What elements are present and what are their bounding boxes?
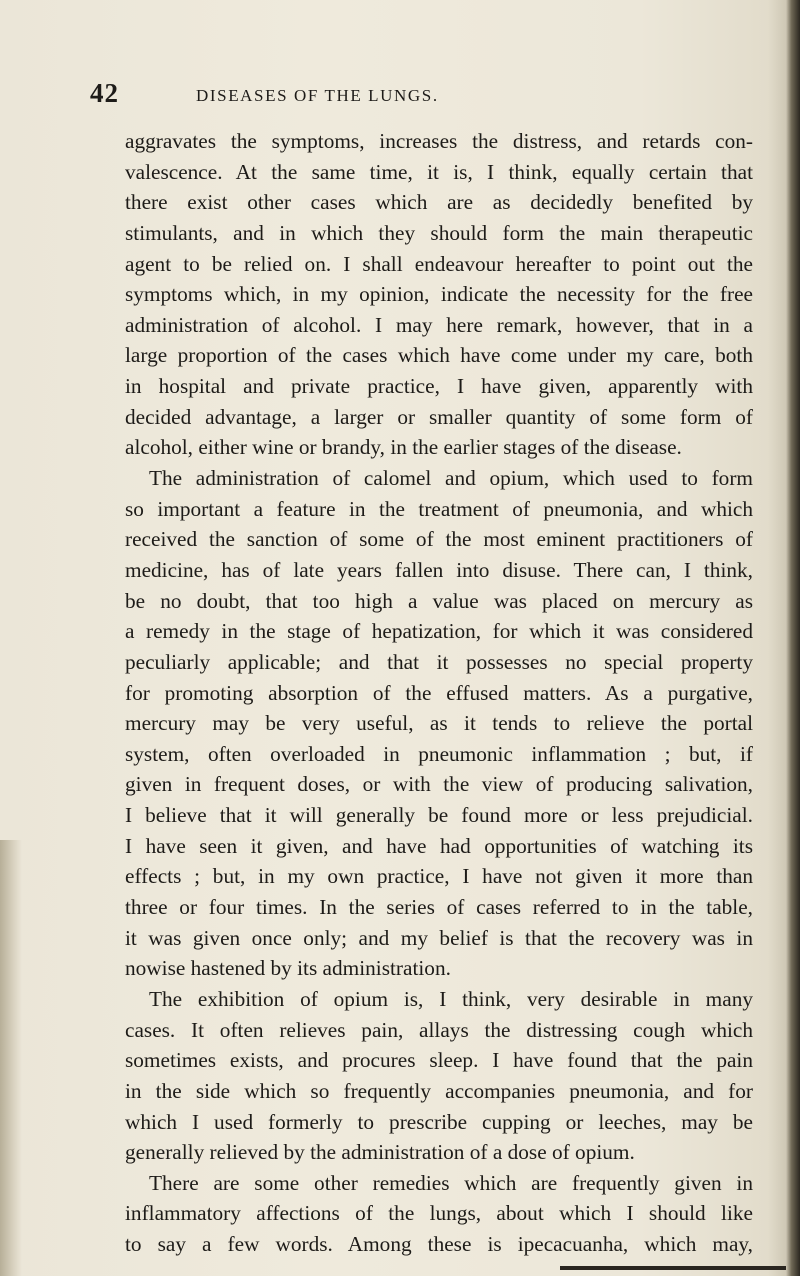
text-line: The administration of calomel and opium, which used to form: [149, 466, 753, 491]
page-bottom-edge: [560, 1266, 786, 1270]
page-number: 42: [90, 78, 119, 108]
page-binding-edge: [786, 0, 800, 1276]
text-line: nowise hastened by its administration.: [125, 956, 451, 981]
text-line: received the sanction of some of the most eminent practitioners of: [125, 527, 753, 552]
text-line: in the side which so frequently accompanies pneumonia, and for: [125, 1078, 753, 1103]
text-line: it was given once only; and my belief is that the recovery was in: [125, 925, 753, 950]
text-line: The exhibition of opium is, I think, very desirable in many: [149, 986, 753, 1011]
text-line: given in frequent doses, or with the view of producing salivation,: [125, 772, 753, 797]
text-line: symptoms which, in my opinion, indicate the necessity for the free: [125, 282, 753, 307]
text-line: three or four times. In the series of cases referred to in the table,: [125, 895, 753, 920]
text-line: I believe that it will generally be found more or less prejudicial.: [125, 803, 753, 828]
text-line: be no doubt, that too high a value was placed on mercury as: [125, 588, 753, 613]
text-line: decided advantage, a larger or smaller quantity of some form of: [125, 404, 753, 429]
text-line: which I used formerly to prescribe cupping or leeches, may be: [125, 1109, 753, 1134]
text-line: administration of alcohol. I may here remark, however, that in a: [125, 312, 753, 337]
text-line: cases. It often relieves pain, allays the distressing cough which: [125, 1017, 753, 1042]
text-line: effects ; but, in my own practice, I have not given it more than: [125, 864, 753, 889]
page-shadow-left: [0, 840, 22, 1276]
text-line: mercury may be very useful, as it tends to relieve the portal: [125, 711, 753, 736]
text-line: generally relieved by the administration of a dose of opium.: [125, 1140, 635, 1165]
text-line: large proportion of the cases which have come under my care, both: [125, 343, 753, 368]
text-line: valescence. At the same time, it is, I think, equally certain that: [125, 159, 753, 184]
text-line: aggravates the symptoms, increases the distress, and retards con-: [125, 129, 753, 153]
text-line: so important a feature in the treatment of pneumonia, and which: [125, 496, 753, 521]
page-header: [90, 78, 750, 118]
text-line: agent to be relied on. I shall endeavour hereafter to point out the: [125, 251, 753, 276]
text-line: there exist other cases which are as decidedly benefited by: [125, 190, 753, 215]
text-line: sometimes exists, and procures sleep. I have found that the pain: [125, 1048, 753, 1073]
text-line: alcohol, either wine or brandy, in the earlier stages of the disease.: [125, 435, 682, 460]
text-line: in hospital and private practice, I have given, apparently with: [125, 374, 753, 399]
text-line: medicine, has of late years fallen into disuse. There can, I think,: [125, 557, 753, 582]
running-title: DISEASES OF THE LUNGS.: [196, 86, 439, 105]
text-line: inflammatory affections of the lungs, about which I should like: [125, 1201, 753, 1226]
text-line: stimulants, and in which they should form the main therapeutic: [125, 220, 753, 245]
text-line: a remedy in the stage of hepatization, for which it was considered: [125, 619, 753, 644]
body-text: [125, 126, 753, 1260]
text-line: system, often overloaded in pneumonic inflammation ; but, if: [125, 741, 753, 766]
text-line: I have seen it given, and have had opportunities of watching its: [125, 833, 753, 858]
text-line: There are some other remedies which are frequently given in: [149, 1170, 753, 1195]
text-line: peculiarly applicable; and that it possesses no special property: [125, 649, 753, 674]
text-line: for promoting absorption of the effused matters. As a purgative,: [125, 680, 753, 705]
text-line: to say a few words. Among these is ipecacuanha, which may,: [125, 1232, 753, 1257]
